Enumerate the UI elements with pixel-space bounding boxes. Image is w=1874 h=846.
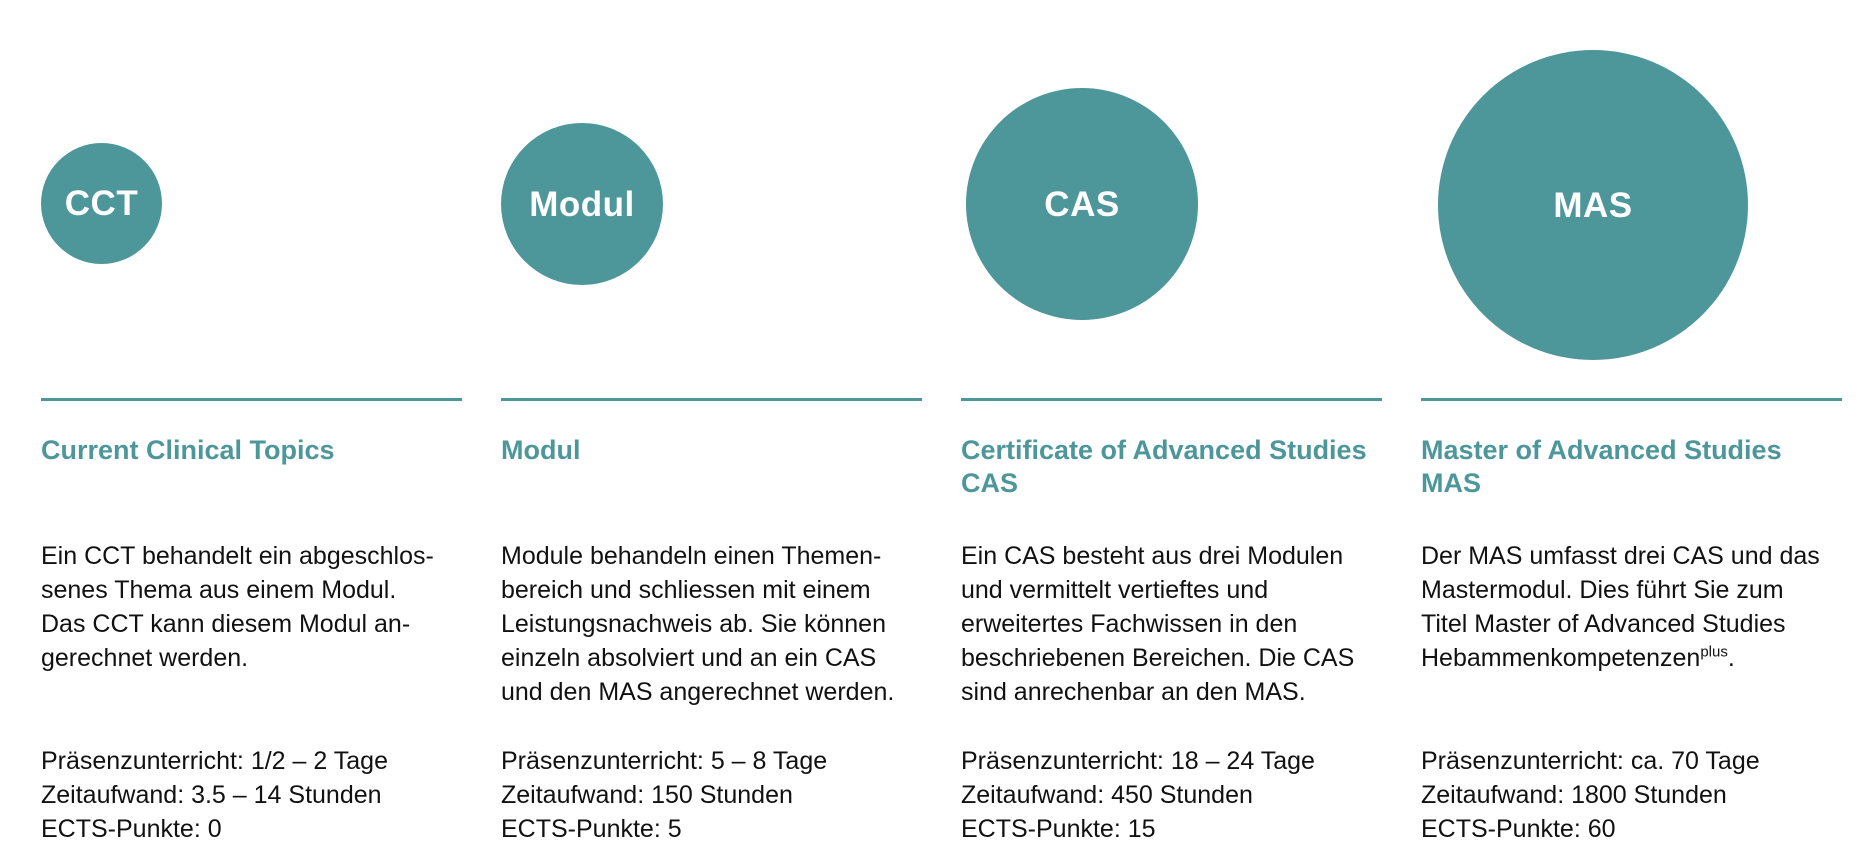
superscript-plus: plus xyxy=(1700,643,1728,661)
mas-circle xyxy=(1438,50,1748,360)
column-title: Certificate of Advanced Studies CAS xyxy=(961,435,1367,498)
fact-workload: Zeitaufwand: 3.5 – 14 Stunden xyxy=(41,781,382,809)
description-line: und den MAS angerechnet werden. xyxy=(501,678,895,706)
cas-circle-label: CAS xyxy=(1044,184,1120,224)
fact-ects: ECTS-Punkte: 15 xyxy=(961,815,1156,843)
fact-ects: ECTS-Punkte: 60 xyxy=(1421,815,1616,843)
column-description xyxy=(41,539,462,744)
description-line: sind anrechenbar an den MAS. xyxy=(961,678,1306,706)
column-facts xyxy=(1421,744,1842,846)
column-cct xyxy=(41,398,462,846)
column-cas xyxy=(961,398,1382,846)
column-title: Current Clinical Topics xyxy=(41,435,335,465)
column-description xyxy=(961,539,1382,744)
column-description xyxy=(501,539,922,744)
fact-attendance: Präsenzunterricht: 5 – 8 Tage xyxy=(501,747,828,775)
description-line: erweitertes Fachwissen in den xyxy=(961,610,1298,638)
description-line-last xyxy=(1421,641,1842,675)
description-line: beschriebenen Bereichen. Die CAS xyxy=(961,644,1355,672)
fact-attendance: Präsenzunterricht: 1/2 – 2 Tage xyxy=(41,747,388,775)
description-line: Ein CAS besteht aus drei Modulen xyxy=(961,542,1344,570)
modul-circle xyxy=(501,123,663,285)
description-line: Leistungsnachweis ab. Sie können xyxy=(501,610,886,638)
description-line: Module behandeln einen Themen- xyxy=(501,542,882,570)
description-line: Ein CCT behandelt ein abgeschlos- xyxy=(41,542,434,570)
fact-ects: ECTS-Punkte: 0 xyxy=(41,815,222,843)
column-facts xyxy=(501,744,922,846)
mas-circle-label: MAS xyxy=(1553,185,1633,225)
column-modul xyxy=(501,398,922,846)
fact-attendance: Präsenzunterricht: ca. 70 Tage xyxy=(1421,747,1760,775)
column-divider xyxy=(1421,398,1842,401)
description-line: und vermittelt vertieftes und xyxy=(961,576,1269,604)
column-title: Modul xyxy=(501,435,581,465)
description-period: . xyxy=(1727,644,1735,672)
fact-workload: Zeitaufwand: 450 Stunden xyxy=(961,781,1253,809)
column-divider xyxy=(501,398,922,401)
description-line: gerechnet werden. xyxy=(41,644,249,672)
description-line: Mastermodul. Dies führt Sie zum xyxy=(1421,576,1784,604)
column-divider xyxy=(961,398,1382,401)
fact-attendance: Präsenzunterricht: 18 – 24 Tage xyxy=(961,747,1315,775)
description-line: einzeln absolviert und an ein CAS xyxy=(501,644,877,672)
description-line: Das CCT kann diesem Modul an- xyxy=(41,610,411,638)
column-description xyxy=(1421,539,1842,744)
description-line: Titel Master of Advanced Studies xyxy=(1421,610,1786,638)
cas-circle xyxy=(966,88,1198,320)
description-line: senes Thema aus einem Modul. xyxy=(41,576,397,604)
description-line: bereich und schliessen mit einem xyxy=(501,576,871,604)
column-facts xyxy=(41,744,462,846)
fact-workload: Zeitaufwand: 1800 Stunden xyxy=(1421,781,1727,809)
modul-circle-label: Modul xyxy=(529,184,635,224)
description-line: Der MAS umfasst drei CAS und das xyxy=(1421,542,1820,570)
column-title: Master of Advanced Studies MAS xyxy=(1421,435,1782,498)
column-facts xyxy=(961,744,1382,846)
cct-circle xyxy=(41,143,162,264)
column-divider xyxy=(41,398,462,401)
description-line-text: Hebammenkompetenzen xyxy=(1421,644,1701,672)
fact-ects: ECTS-Punkte: 5 xyxy=(501,815,682,843)
fact-workload: Zeitaufwand: 150 Stunden xyxy=(501,781,793,809)
cct-circle-label: CCT xyxy=(64,184,139,223)
column-mas xyxy=(1421,398,1842,846)
